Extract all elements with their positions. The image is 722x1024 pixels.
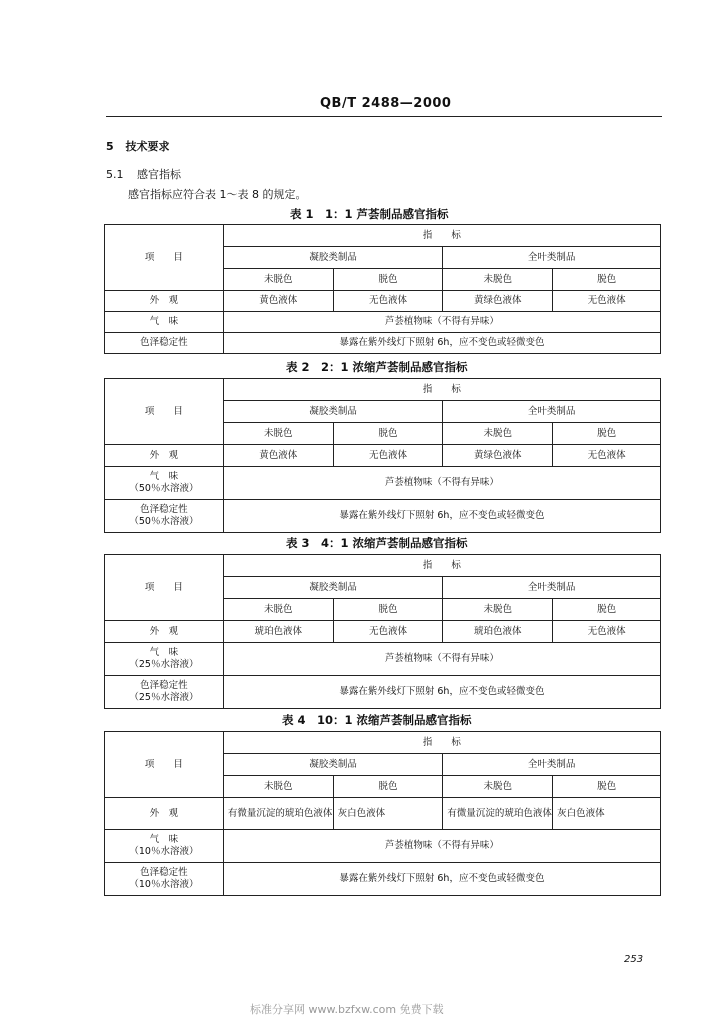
sub-decolorized: 脱色 — [553, 599, 661, 621]
odor-label-note: （25％水溶液） — [129, 659, 199, 670]
page-number: 253 — [624, 954, 644, 965]
color-stability-label-note: （50％水溶液） — [129, 516, 199, 527]
table-cell: 黄绿色液体 — [443, 291, 553, 312]
table-2 — [104, 378, 661, 533]
table-4-caption: 表 4 10：1 浓缩芦荟制品感官指标 — [282, 713, 472, 727]
sub-undecolorized: 未脱色 — [443, 599, 553, 621]
table-cell: 黄绿色液体 — [443, 445, 553, 467]
color-stability-value: 暴露在紫外线灯下照射 6h，应不变色或轻微变色 — [223, 333, 660, 354]
table-cell: 黄色液体 — [223, 445, 333, 467]
table-4 — [104, 731, 661, 896]
section-5-1-title: 感官指标 — [137, 168, 181, 181]
sub-undecolorized: 未脱色 — [223, 599, 333, 621]
row-head-item: 项 目 — [105, 225, 224, 291]
color-stability-label-name: 色泽稳定性 — [140, 680, 188, 692]
odor-label-name: 气 味 — [149, 834, 179, 846]
group-gel: 凝胶类制品 — [223, 401, 443, 423]
header-rule — [106, 116, 662, 117]
color-stability-label — [105, 676, 224, 709]
col-head-index: 指 标 — [223, 379, 660, 401]
sub-decolorized: 脱色 — [333, 423, 443, 445]
table-cell: 灰白色液体 — [333, 798, 443, 830]
sub-undecolorized: 未脱色 — [443, 423, 553, 445]
table-cell: 琥珀色液体 — [443, 621, 553, 643]
sub-decolorized: 脱色 — [333, 776, 443, 798]
section-5-1-number: 5.1 — [106, 168, 124, 181]
odor-label — [105, 830, 224, 863]
appearance-label: 外 观 — [105, 291, 224, 312]
table-cell: 黄色液体 — [223, 291, 333, 312]
sub-undecolorized: 未脱色 — [223, 776, 333, 798]
appearance-label: 外 观 — [105, 445, 224, 467]
odor-value: 芦荟植物味（不得有异味） — [223, 830, 660, 863]
document-code-header: QB/T 2488—2000 — [320, 96, 452, 111]
table-cell: 无色液体 — [333, 621, 443, 643]
row-head-item: 项 目 — [105, 555, 224, 621]
table-cell: 无色液体 — [553, 291, 661, 312]
table-cell: 有微量沉淀的琥珀色液体 — [223, 798, 333, 830]
sub-decolorized: 脱色 — [333, 599, 443, 621]
table-3 — [104, 554, 661, 709]
table-cell: 无色液体 — [553, 621, 661, 643]
section-5-heading — [106, 138, 170, 154]
sub-undecolorized: 未脱色 — [223, 423, 333, 445]
odor-label-note: （10％水溶液） — [129, 846, 199, 857]
color-stability-value: 暴露在紫外线灯下照射 6h，应不变色或轻微变色 — [223, 500, 660, 533]
color-stability-label — [105, 500, 224, 533]
col-head-index: 指 标 — [223, 225, 660, 247]
group-gel: 凝胶类制品 — [223, 577, 443, 599]
sub-undecolorized: 未脱色 — [443, 776, 553, 798]
watermark-text: 标准分享网 www.bzfxw.com 免费下载 — [250, 1003, 444, 1016]
color-stability-label — [105, 863, 224, 896]
odor-label: 气 味 — [105, 312, 224, 333]
table-1-caption: 表 1 1：1 芦荟制品感官指标 — [290, 207, 449, 221]
section-5-1-heading — [106, 166, 181, 182]
odor-label — [105, 643, 224, 676]
group-whole-leaf: 全叶类制品 — [443, 754, 661, 776]
color-stability-label-name: 色泽稳定性 — [140, 504, 188, 516]
odor-label-name: 气 味 — [149, 471, 179, 483]
odor-label — [105, 467, 224, 500]
color-stability-label: 色泽稳定性 — [105, 333, 224, 354]
section-5-1-body: 感官指标应符合表 1～表 8 的规定。 — [128, 188, 307, 201]
color-stability-label-name: 色泽稳定性 — [140, 867, 188, 879]
color-stability-label-note: （25％水溶液） — [129, 692, 199, 703]
table-1 — [104, 224, 661, 354]
table-3-caption: 表 3 4：1 浓缩芦荟制品感官指标 — [286, 536, 468, 550]
section-5-number: 5 — [106, 140, 114, 153]
color-stability-value: 暴露在紫外线灯下照射 6h，应不变色或轻微变色 — [223, 863, 660, 896]
table-cell: 无色液体 — [333, 291, 443, 312]
sub-decolorized: 脱色 — [553, 423, 661, 445]
odor-label-note: （50％水溶液） — [129, 483, 199, 494]
sub-undecolorized: 未脱色 — [443, 269, 553, 291]
table-cell: 无色液体 — [553, 445, 661, 467]
sub-decolorized: 脱色 — [553, 776, 661, 798]
color-stability-value: 暴露在紫外线灯下照射 6h，应不变色或轻微变色 — [223, 676, 660, 709]
group-whole-leaf: 全叶类制品 — [443, 247, 661, 269]
table-cell: 琥珀色液体 — [223, 621, 333, 643]
odor-value: 芦荟植物味（不得有异味） — [223, 467, 660, 500]
sub-undecolorized: 未脱色 — [223, 269, 333, 291]
group-whole-leaf: 全叶类制品 — [443, 401, 661, 423]
table-cell: 有微量沉淀的琥珀色液体 — [443, 798, 553, 830]
col-head-index: 指 标 — [223, 555, 660, 577]
row-head-item: 项 目 — [105, 379, 224, 445]
section-5-title: 技术要求 — [125, 140, 170, 153]
group-gel: 凝胶类制品 — [223, 247, 443, 269]
odor-value: 芦荟植物味（不得有异味） — [223, 312, 660, 333]
color-stability-label-note: （10％水溶液） — [129, 879, 199, 890]
appearance-label: 外 观 — [105, 621, 224, 643]
appearance-label: 外 观 — [105, 798, 224, 830]
table-cell: 灰白色液体 — [553, 798, 661, 830]
odor-label-name: 气 味 — [149, 647, 179, 659]
sub-decolorized: 脱色 — [333, 269, 443, 291]
sub-decolorized: 脱色 — [553, 269, 661, 291]
table-cell: 无色液体 — [333, 445, 443, 467]
odor-value: 芦荟植物味（不得有异味） — [223, 643, 660, 676]
row-head-item: 项 目 — [105, 732, 224, 798]
col-head-index: 指 标 — [223, 732, 660, 754]
table-2-caption: 表 2 2：1 浓缩芦荟制品感官指标 — [286, 360, 468, 374]
group-gel: 凝胶类制品 — [223, 754, 443, 776]
group-whole-leaf: 全叶类制品 — [443, 577, 661, 599]
